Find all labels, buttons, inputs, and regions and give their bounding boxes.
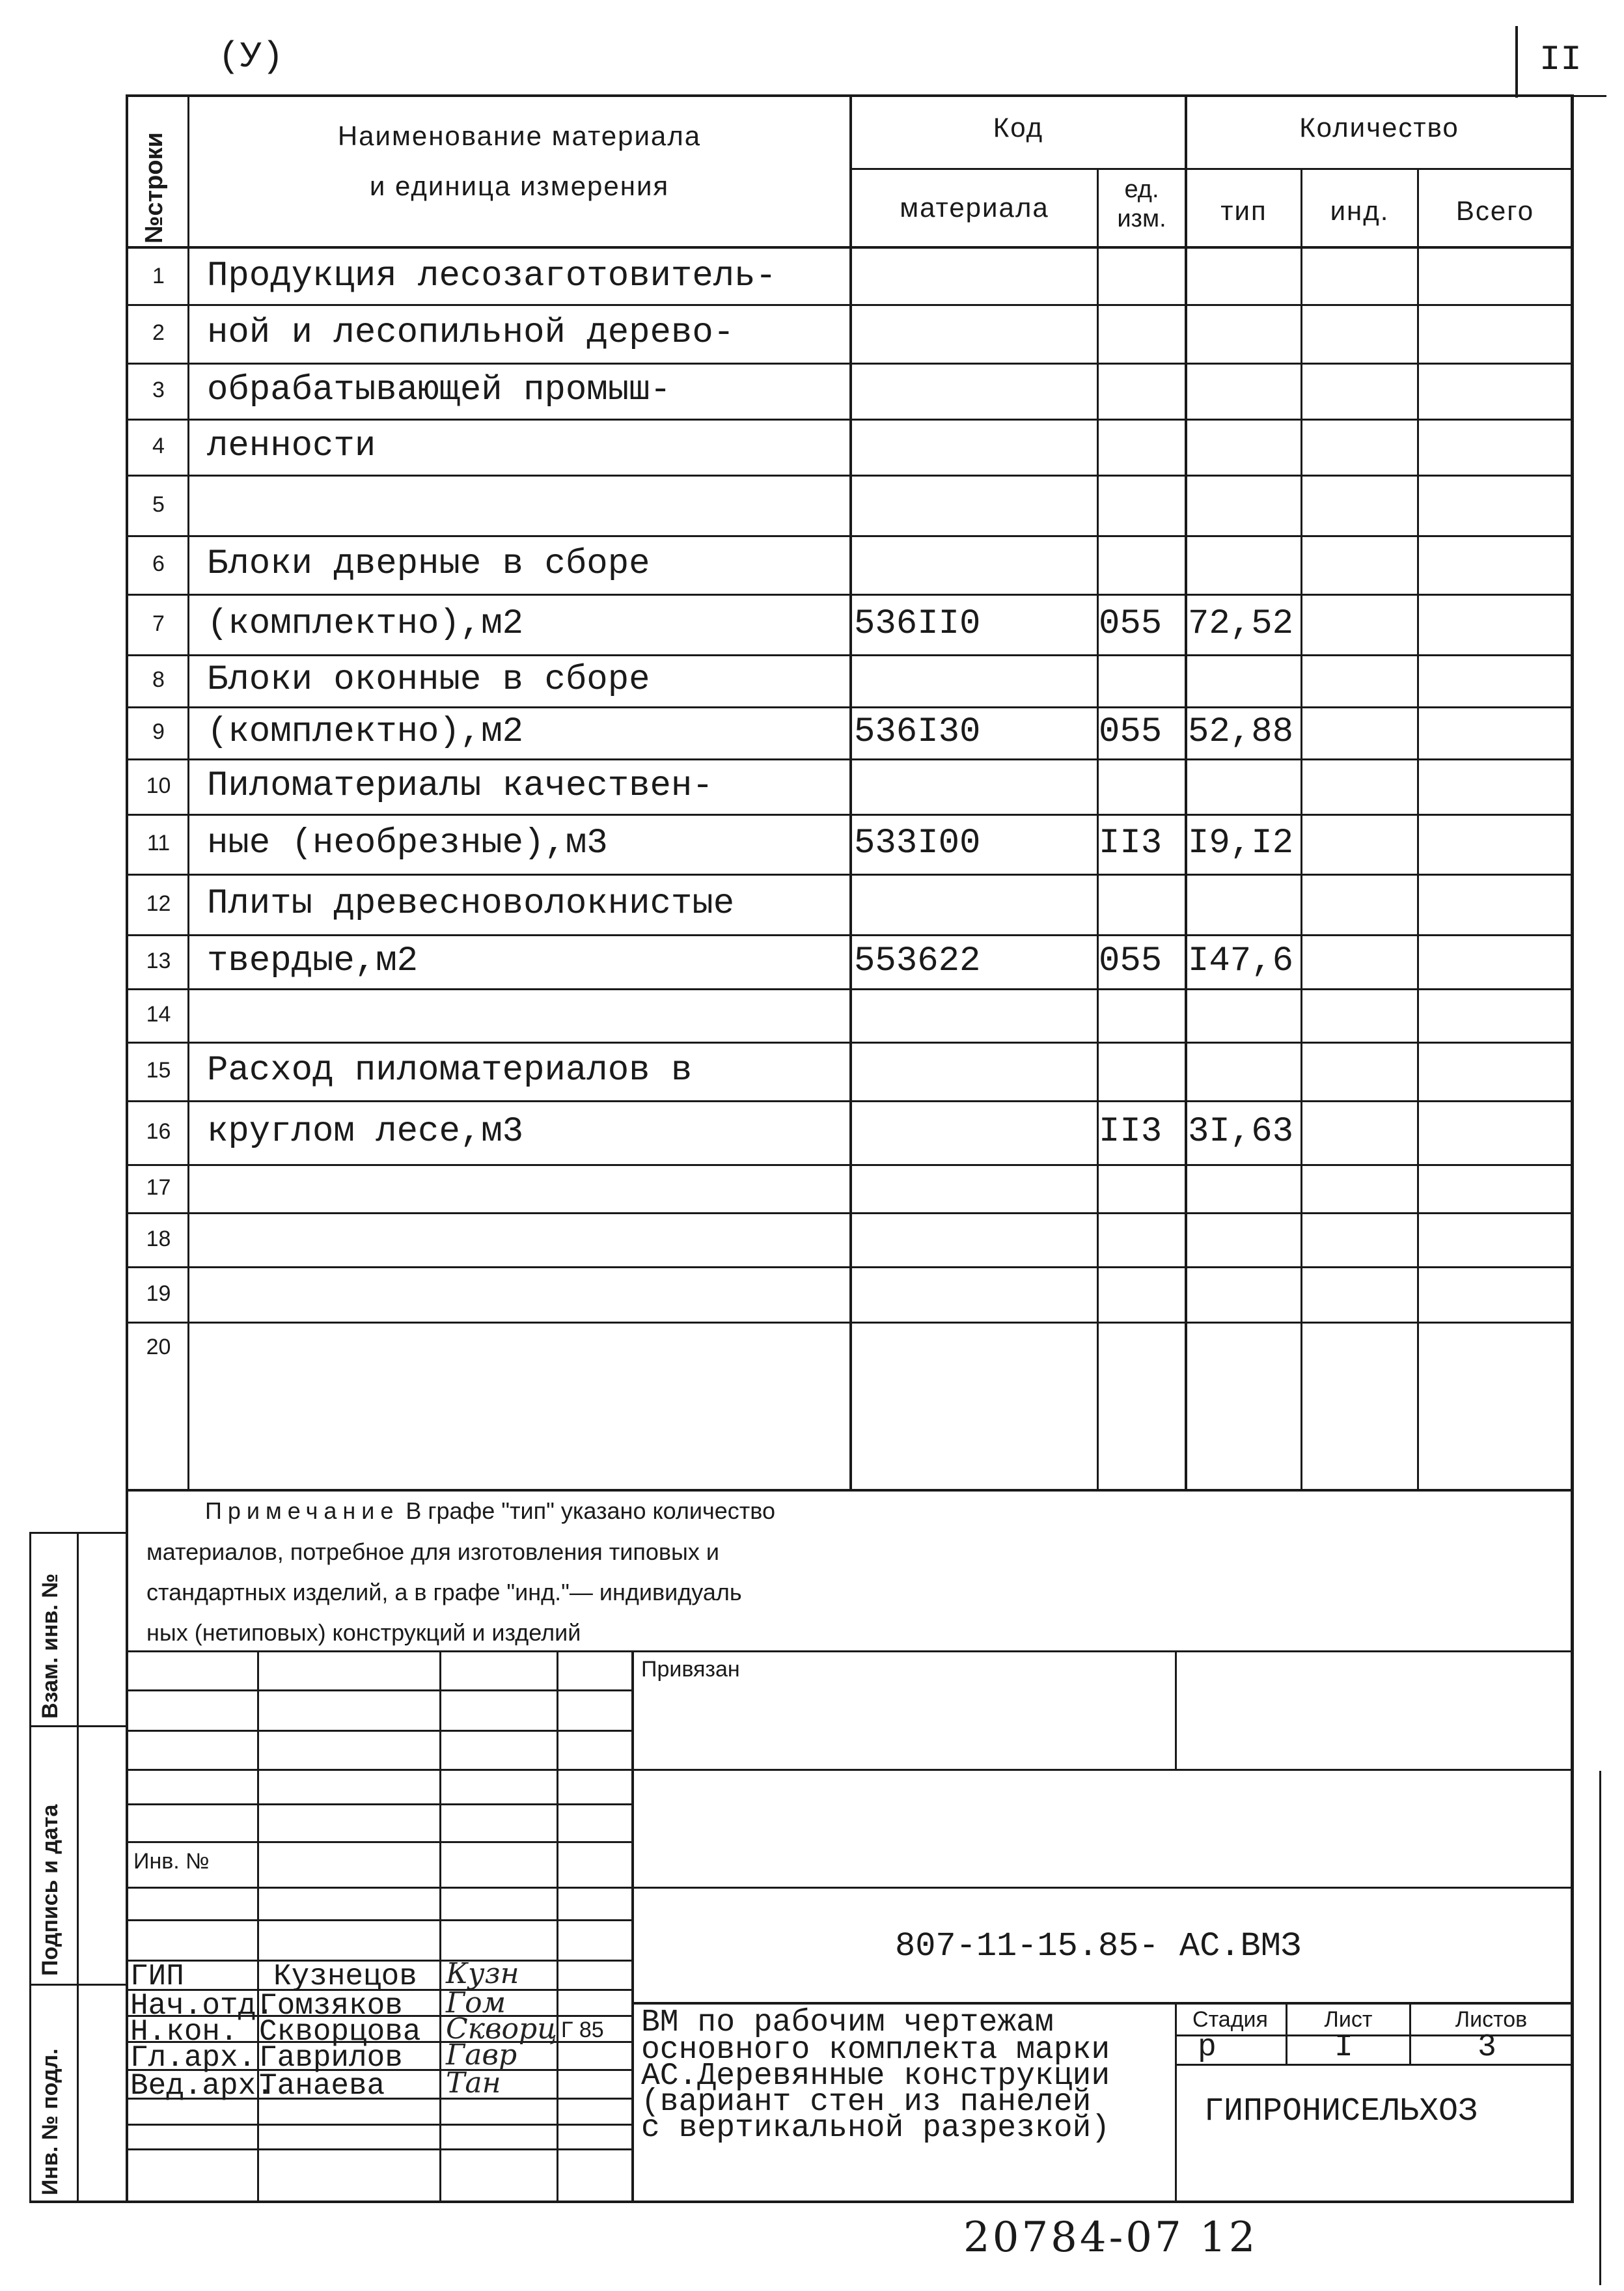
name-header-line2: и единица измерения — [369, 171, 670, 201]
staff-name: Гаврилов — [259, 2041, 403, 2075]
col-line-5 — [1301, 168, 1302, 1492]
row-divider — [126, 988, 1574, 990]
title-block-row-line — [126, 1841, 631, 1843]
row-divider — [126, 304, 1574, 306]
row-number: 4 — [152, 434, 165, 458]
row-name: (комплектно),м2 — [207, 712, 524, 752]
row-name: Блоки дверные в сборе — [207, 544, 650, 584]
quantity-header: Количество — [1299, 112, 1459, 143]
tb-priv-bottom — [631, 1769, 1574, 1771]
row-name: ной и лесопильной дерево- — [207, 313, 735, 353]
row-number: 1 — [152, 263, 165, 288]
title-block-row-line — [126, 1919, 631, 1921]
note-line4: ных (нетиповых) конструкций и изделий — [146, 1619, 581, 1646]
header-subline — [849, 168, 1574, 170]
right-margin-line — [1599, 1771, 1601, 2285]
row-divider — [126, 1322, 1574, 1324]
row-name: (комплектно),м2 — [207, 604, 524, 644]
row-material-code: 553622 — [854, 941, 981, 981]
row-number: 8 — [152, 667, 165, 692]
tb-col2 — [439, 1650, 441, 2202]
sheet-number: II — [1539, 40, 1582, 80]
staff-name: Танаева — [259, 2069, 385, 2103]
row-number: 5 — [152, 492, 165, 517]
row-number: 12 — [146, 891, 171, 916]
row-number: 10 — [146, 773, 171, 798]
row-number: 3 — [152, 378, 165, 402]
row-divider — [126, 535, 1574, 537]
row-number: 19 — [146, 1281, 171, 1306]
staff-signature: Тан — [446, 2066, 501, 2100]
note-line3: стандартных изделий, а в графе "инд."— индивидуаль — [146, 1579, 742, 1605]
tb-priv-col — [1175, 1650, 1177, 1769]
page-marker: (У) — [218, 36, 284, 77]
row-divider — [126, 758, 1574, 760]
tb-col3 — [557, 1650, 558, 2202]
description-line: (вариант стен из панелей — [641, 2085, 1092, 2120]
row-type-quantity: 3I,63 — [1188, 1112, 1294, 1152]
row-divider — [126, 1266, 1574, 1268]
row-number: 7 — [152, 611, 165, 636]
row-type-quantity: I47,6 — [1188, 941, 1294, 981]
side-label-vzam: Взам. инв. № — [38, 1573, 62, 1719]
staff-role: Нач.отд. — [130, 1989, 274, 2023]
document-code: 807-11-15.85- АС.ВМЗ — [895, 1927, 1302, 1965]
title-block-row-line — [126, 1769, 631, 1771]
row-number: 16 — [146, 1119, 171, 1144]
tb-stage-value-line — [1175, 2064, 1574, 2066]
row-name: Плиты древесноволокнистые — [207, 883, 735, 924]
row-divider — [126, 1164, 1574, 1166]
stage-label: Стадия — [1192, 2007, 1268, 2032]
row-no-header: №строки — [141, 132, 168, 243]
sheets-label: Листов — [1455, 2007, 1528, 2032]
row-unit-code: 055 — [1099, 712, 1163, 752]
row-name: ленности — [207, 426, 376, 466]
type-header: тип — [1220, 195, 1267, 226]
row-material-code: 536I30 — [854, 712, 981, 752]
privyazan-label: Привязан — [641, 1657, 740, 1682]
bottom-number: 20784-07 12 — [963, 2214, 1258, 2262]
corner-divider — [1515, 26, 1518, 98]
lower-frame-right — [1571, 1492, 1574, 2202]
side-label-inv-podl: Инв. № подл. — [38, 2048, 62, 2195]
row-unit-code: 055 — [1099, 604, 1163, 644]
staff-date: Г 85 — [561, 2018, 604, 2042]
tb-top — [126, 1650, 1574, 1652]
sheet-label: Лист — [1324, 2007, 1373, 2032]
row-type-quantity: I9,I2 — [1188, 824, 1294, 863]
row-name: Расход пиломатериалов в — [207, 1051, 693, 1090]
row-name: Блоки оконные в сборе — [207, 660, 650, 700]
row-material-code: 533I00 — [854, 824, 981, 863]
row-number: 17 — [146, 1175, 171, 1200]
side-strip-div2 — [29, 1984, 126, 1986]
row-divider — [126, 363, 1574, 365]
row-name: Пиломатериалы качествен- — [207, 766, 713, 806]
row-name: твердые,м2 — [207, 941, 419, 981]
row-type-quantity: 72,52 — [1188, 604, 1294, 644]
side-strip-div1 — [29, 1725, 126, 1727]
tb-col1 — [257, 1650, 259, 2202]
row-name: обрабатывающей промыш- — [207, 370, 671, 410]
organization: ГИПРОНИСЕЛЬХОЗ — [1204, 2093, 1478, 2130]
row-unit-code: 055 — [1099, 941, 1163, 981]
description-line: ВМ по рабочим чертежам — [641, 2005, 1054, 2040]
row-type-quantity: 52,88 — [1188, 712, 1294, 752]
side-label-podpis: Подпись и дата — [38, 1804, 62, 1976]
side-strip-left — [29, 1532, 31, 2202]
title-block-row-line — [126, 2148, 631, 2150]
title-block-row-line — [126, 1730, 631, 1732]
row-divider — [126, 874, 1574, 876]
unit-header-line1: ед. — [1124, 176, 1159, 203]
col-line-6 — [1417, 168, 1419, 1492]
row-divider — [126, 934, 1574, 936]
description-line: АС.Деревянные конструкции — [641, 2059, 1110, 2094]
page-bottom-border — [29, 2201, 1574, 2203]
row-number: 6 — [152, 551, 165, 576]
sheets-value: 3 — [1478, 2030, 1496, 2065]
row-material-code: 536II0 — [854, 604, 981, 644]
staff-signature: Гом — [446, 1986, 506, 2020]
row-divider — [126, 1042, 1574, 1044]
tb-stage-label-line — [1175, 2034, 1574, 2036]
description-line: с вертикальной разрезкой) — [641, 2111, 1110, 2146]
row-name: ные (необрезные),м3 — [207, 824, 608, 863]
row-divider — [126, 1212, 1574, 1214]
staff-role: Гл.арх. — [130, 2041, 256, 2075]
note-line2: материалов, потребное для изготовления типовых и — [146, 1538, 720, 1565]
row-number: 15 — [146, 1058, 171, 1083]
inv-no-label: Инв. № — [133, 1849, 210, 1874]
row-unit-code: II3 — [1099, 1112, 1163, 1152]
ind-header: инд. — [1330, 195, 1390, 226]
staff-role: Вед.арх. — [130, 2069, 274, 2103]
lower-frame-left — [126, 1492, 128, 2202]
staff-signature: Скворц — [446, 2012, 557, 2046]
row-name: Продукция лесозаготовитель- — [207, 256, 777, 296]
total-header: Всего — [1455, 195, 1535, 226]
side-strip-mid — [77, 1532, 79, 2202]
row-number: 9 — [152, 719, 165, 744]
description-line: основного комплекта марки — [641, 2033, 1110, 2068]
code-header: Код — [993, 112, 1044, 143]
staff-signature: Кузн — [446, 1957, 519, 1990]
row-number: 13 — [146, 948, 171, 973]
stage-value: р — [1198, 2030, 1217, 2065]
row-divider — [126, 594, 1574, 596]
title-block-row-line — [126, 1689, 631, 1691]
tb-code-top — [631, 1887, 1574, 1889]
row-divider — [126, 654, 1574, 656]
staff-role: ГИП — [130, 1960, 184, 1993]
tb-code-bottom — [631, 2002, 1574, 2005]
row-number: 2 — [152, 320, 165, 345]
note-line1-text: В графе "тип" указано количество — [406, 1497, 775, 1524]
material-header: материала — [900, 192, 1049, 223]
title-block-row-line — [126, 1803, 631, 1805]
staff-role: Н.кон. — [130, 2015, 238, 2049]
tb-col4 — [631, 1650, 634, 2202]
row-number: 11 — [146, 831, 171, 855]
note-lead: Примечание — [205, 1497, 400, 1524]
row-number: 18 — [146, 1226, 171, 1251]
staff-name: Скворцова — [259, 2015, 421, 2049]
row-divider — [126, 419, 1574, 421]
row-unit-code: II3 — [1099, 824, 1163, 863]
row-divider — [126, 1100, 1574, 1102]
staff-name: Гомзяков — [259, 1989, 403, 2023]
row-number: 14 — [146, 1002, 171, 1027]
unit-header-line2: изм. — [1117, 205, 1166, 232]
row-divider — [126, 814, 1574, 816]
row-divider — [126, 475, 1574, 477]
row-name: круглом лесе,м3 — [207, 1112, 524, 1152]
name-header-line1: Наименование материала — [337, 120, 702, 151]
row-divider — [126, 706, 1574, 708]
staff-signature: Гавр — [446, 2038, 517, 2072]
staff-name: Кузнецов — [273, 1960, 417, 1993]
sheet-value: I — [1334, 2030, 1353, 2065]
note-line1 — [205, 1497, 775, 1525]
title-block-row-line — [126, 1887, 631, 1889]
row-number: 20 — [146, 1335, 171, 1359]
title-block-row-line — [126, 2124, 631, 2126]
